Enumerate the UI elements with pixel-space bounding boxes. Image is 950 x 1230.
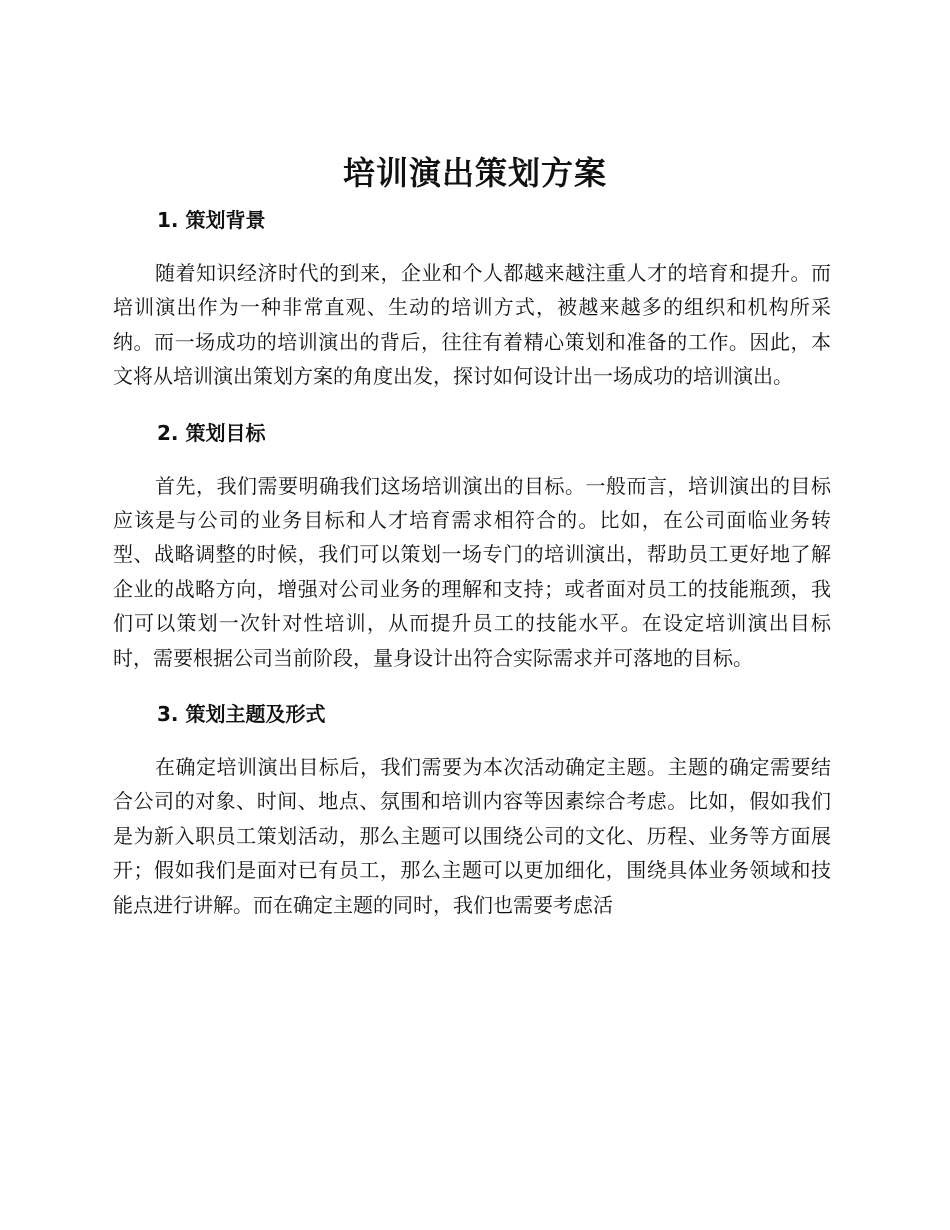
section-heading: 1. 策划背景 bbox=[157, 208, 266, 232]
section-paragraph: 首先，我们需要明确我们这场培训演出的目标。一般而言，培训演出的目标应该是与公司的业务目标和人才培育需求相符合的。比如，在公司面临业务转型、战略调整的时候，我们可以策划一场专门的培训演出，帮助员工更好地了解企业的战略方向，增强对公司业务的理解和支持；或者面对员工的技能瓶颈，我们可以策划一次针对性培训，从而提升员工的技能水平。在设定培训演出目标时，需要根据公司当前阶段，量身设计出符合实际需求并可落地的目标。 bbox=[113, 473, 831, 670]
section-heading: 2. 策划目标 bbox=[157, 420, 266, 445]
section-paragraph: 在确定培训演出目标后，我们需要为本次活动确定主题。主题的确定需要结合公司的对象、时间、地点、氛围和培训内容等因素综合考虑。比如，假如我们是为新入职员工策划活动，那么主题可以围绕公司的文化、历程、业务等方面展开；假如我们是面对已有员工，那么主题可以更加细化，围绕具体业务领域和技能点进行讲解。而在确定主题的同时，我们也需要考虑活 bbox=[113, 755, 831, 917]
document-body bbox=[113, 203, 831, 944]
section-paragraph: 随着知识经济时代的到来，企业和个人都越来越注重人才的培育和提升。而培训演出作为一种非常直观、生动的培训方式，被越来越多的组织和机构所采纳。而一场成功的培训演出的背后，往往有着精心策划和准备的工作。因此，本文将从培训演出策划方案的角度出发，探讨如何设计出一场成功的培训演出。 bbox=[113, 261, 831, 389]
document-title: 培训演出策划方案 bbox=[342, 154, 607, 192]
section-theme-format bbox=[113, 697, 831, 922]
section-background bbox=[113, 203, 831, 394]
section-goals bbox=[113, 416, 831, 675]
section-heading: 3. 策划主题及形式 bbox=[157, 702, 326, 727]
